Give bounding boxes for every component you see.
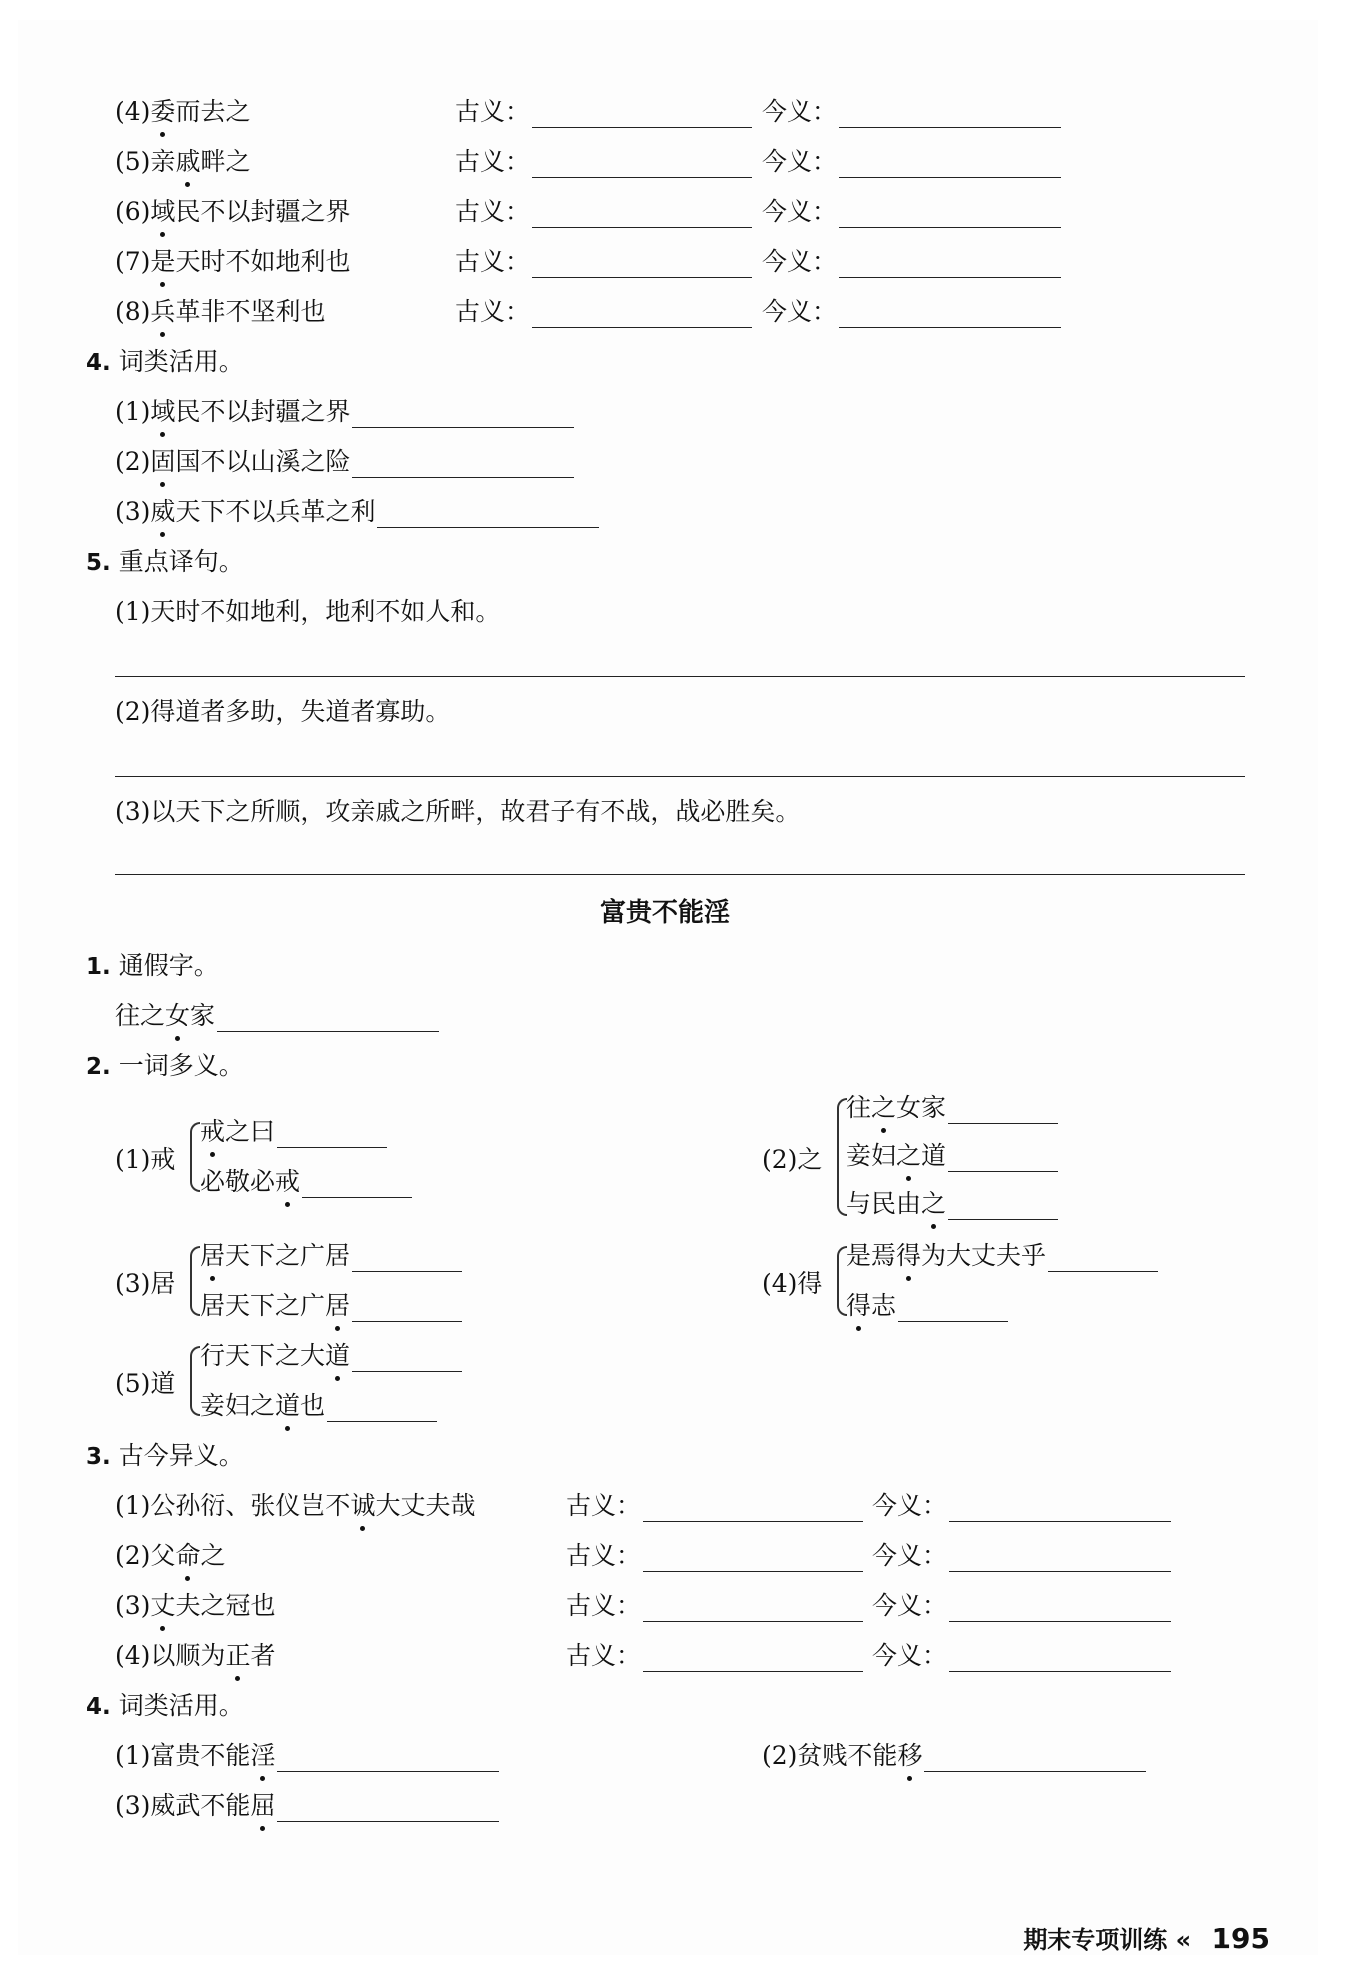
term-row: (6)域民不以封疆之界 — [115, 197, 351, 226]
gu-yi-field[interactable]: 古义： — [455, 196, 752, 228]
answer-item[interactable]: 必敬必戒 — [200, 1166, 412, 1198]
answer-item[interactable]: 得志 — [846, 1290, 1008, 1322]
polysemy-label: (3)居 — [115, 1269, 176, 1298]
brace-icon — [190, 1246, 200, 1316]
answer-line[interactable] — [115, 874, 1245, 875]
page-number: 195 — [1211, 1922, 1270, 1955]
jin-yi-field[interactable]: 今义： — [762, 296, 1061, 328]
term-row: (8)兵革非不坚利也 — [115, 297, 326, 326]
polysemy-label: (4)得 — [762, 1269, 823, 1298]
jin-yi-field[interactable]: 今义： — [872, 1640, 1171, 1672]
gu-yi-field[interactable]: 古义： — [455, 246, 752, 278]
section-heading: 3. 古今异义。 — [86, 1441, 244, 1470]
translate-sentence: (3)以天下之所顺，攻亲戚之所畔，故君子有不战，战必胜矣。 — [115, 797, 801, 826]
jin-yi-field[interactable]: 今义： — [762, 146, 1061, 178]
gu-yi-field[interactable]: 古义： — [455, 296, 752, 328]
jin-yi-field[interactable]: 今义： — [762, 96, 1061, 128]
gu-yi-field[interactable]: 古义： — [566, 1540, 863, 1572]
gu-yi-field[interactable]: 古义： — [566, 1590, 863, 1622]
term-row: (5)亲戚畔之 — [115, 147, 251, 176]
jin-yi-field[interactable]: 今义： — [872, 1490, 1171, 1522]
answer-line[interactable] — [115, 676, 1245, 677]
brace-icon — [190, 1346, 200, 1416]
section-heading: 5. 重点译句。 — [86, 547, 244, 576]
answer-item[interactable]: 往之女家 — [846, 1092, 1058, 1124]
double-chevron-icon: « — [1175, 1926, 1192, 1954]
answer-item[interactable]: (3)威天下不以兵革之利 — [115, 496, 599, 528]
gu-yi-field[interactable]: 古义： — [566, 1640, 863, 1672]
brace-icon — [190, 1122, 200, 1192]
answer-item[interactable]: 妾妇之道也 — [200, 1390, 437, 1422]
answer-item[interactable]: (3)威武不能屈 — [115, 1790, 499, 1822]
answer-item[interactable]: (2)固国不以山溪之险 — [115, 446, 574, 478]
translate-sentence: (1)天时不如地利，地利不如人和。 — [115, 597, 501, 626]
polysemy-label: (2)之 — [762, 1145, 823, 1174]
translate-sentence: (2)得道者多助，失道者寡助。 — [115, 697, 451, 726]
term-row: (2)父命之 — [115, 1541, 226, 1570]
section-heading: 4. 词类活用。 — [86, 1691, 244, 1720]
answer-item[interactable]: (1)富贵不能淫 — [115, 1740, 499, 1772]
jin-yi-field[interactable]: 今义： — [762, 196, 1061, 228]
gu-yi-field[interactable]: 古义： — [455, 96, 752, 128]
page-footer — [1023, 1920, 1270, 1955]
term-row: (3)丈夫之冠也 — [115, 1591, 276, 1620]
answer-item[interactable]: 戒之曰 — [200, 1116, 387, 1148]
polysemy-label: (1)戒 — [115, 1145, 176, 1174]
jin-yi-field[interactable]: 今义： — [872, 1590, 1171, 1622]
footer-text: 期末专项训练 — [1023, 1926, 1168, 1954]
answer-item[interactable]: 往之女家 — [115, 1000, 439, 1032]
gu-yi-field[interactable]: 古义： — [455, 146, 752, 178]
answer-item[interactable]: 是焉得为大丈夫乎 — [846, 1240, 1158, 1272]
answer-line[interactable] — [115, 776, 1245, 777]
jin-yi-field[interactable]: 今义： — [762, 246, 1061, 278]
jin-yi-field[interactable]: 今义： — [872, 1540, 1171, 1572]
section-heading: 2. 一词多义。 — [86, 1051, 244, 1080]
answer-item[interactable]: 与民由之 — [846, 1188, 1058, 1220]
section-heading: 4. 词类活用。 — [86, 347, 244, 376]
lesson-title: 富贵不能淫 — [600, 898, 731, 928]
answer-item[interactable]: 居天下之广居 — [200, 1290, 462, 1322]
answer-item[interactable]: 妾妇之道 — [846, 1140, 1058, 1172]
term-row: (4)委而去之 — [115, 97, 251, 126]
answer-item[interactable]: (2)贫贱不能移 — [762, 1740, 1146, 1772]
term-row: (1)公孙衍、张仪岂不诚大丈夫哉 — [115, 1491, 476, 1520]
answer-item[interactable]: 居天下之广居 — [200, 1240, 462, 1272]
answer-item[interactable]: 行天下之大道 — [200, 1340, 462, 1372]
term-row: (4)以顺为正者 — [115, 1641, 276, 1670]
term-row: (7)是天时不如地利也 — [115, 247, 351, 276]
answer-item[interactable]: (1)域民不以封疆之界 — [115, 396, 574, 428]
section-heading: 1. 通假字。 — [86, 951, 219, 980]
gu-yi-field[interactable]: 古义： — [566, 1490, 863, 1522]
polysemy-label: (5)道 — [115, 1369, 176, 1398]
